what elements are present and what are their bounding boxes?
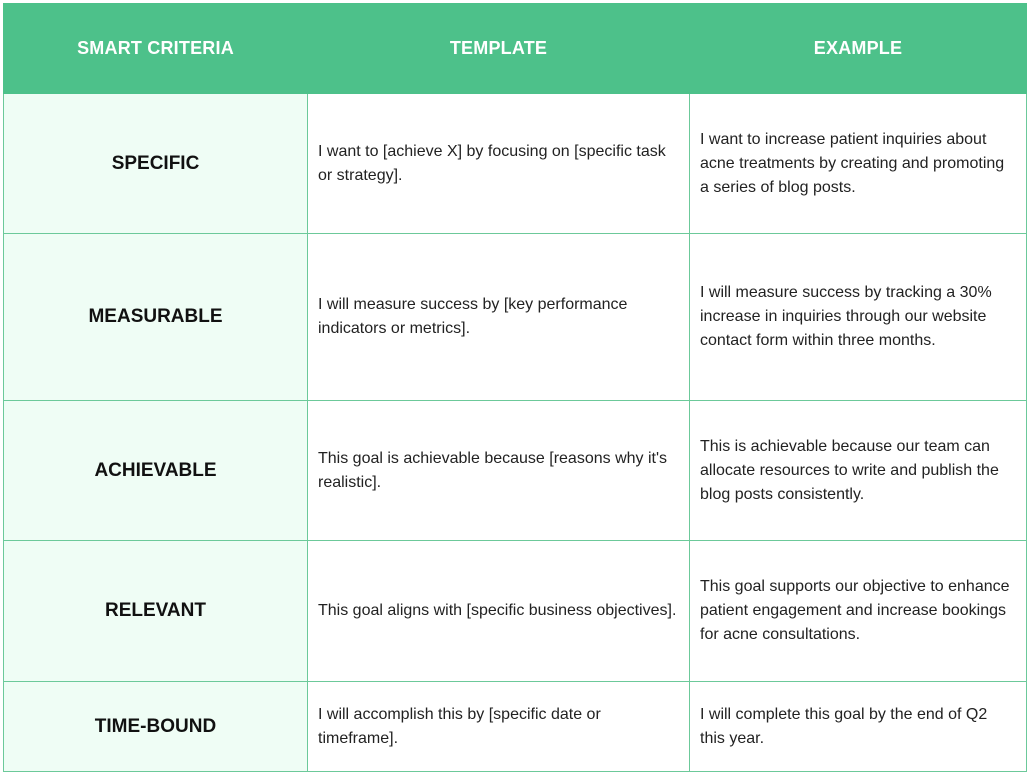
template-cell: I want to [achieve X] by focusing on [specific task or strategy]. [308,94,690,234]
criteria-cell: ACHIEVABLE [4,401,308,541]
template-cell: I will measure success by [key performance indicators or metrics]. [308,234,690,401]
example-cell: I will complete this goal by the end of Q2 this year. [690,682,1027,772]
template-cell: This goal aligns with [specific business objectives]. [308,541,690,682]
criteria-cell: SPECIFIC [4,94,308,234]
example-cell: I will measure success by tracking a 30% increase in inquiries through our website contact form within three months. [690,234,1027,401]
smart-goals-table [3,3,1027,772]
example-cell: This is achievable because our team can allocate resources to write and publish the blog posts consistently. [690,401,1027,541]
header-smart-criteria: SMART CRITERIA [4,4,308,94]
example-cell: This goal supports our objective to enhance patient engagement and increase bookings for acne consultations. [690,541,1027,682]
table-row-achievable [4,401,1027,541]
example-cell: I want to increase patient inquiries about acne treatments by creating and promoting a series of blog posts. [690,94,1027,234]
table-row-specific [4,94,1027,234]
criteria-cell: MEASURABLE [4,234,308,401]
template-cell: This goal is achievable because [reasons why it's realistic]. [308,401,690,541]
table-row-measurable [4,234,1027,401]
criteria-cell: TIME-BOUND [4,682,308,772]
header-template: TEMPLATE [308,4,690,94]
header-example: EXAMPLE [690,4,1027,94]
smart-goals-table-container [3,3,1026,771]
table-header-row [4,4,1027,94]
template-cell: I will accomplish this by [specific date or timeframe]. [308,682,690,772]
table-row-time-bound [4,682,1027,772]
table-row-relevant [4,541,1027,682]
criteria-cell: RELEVANT [4,541,308,682]
